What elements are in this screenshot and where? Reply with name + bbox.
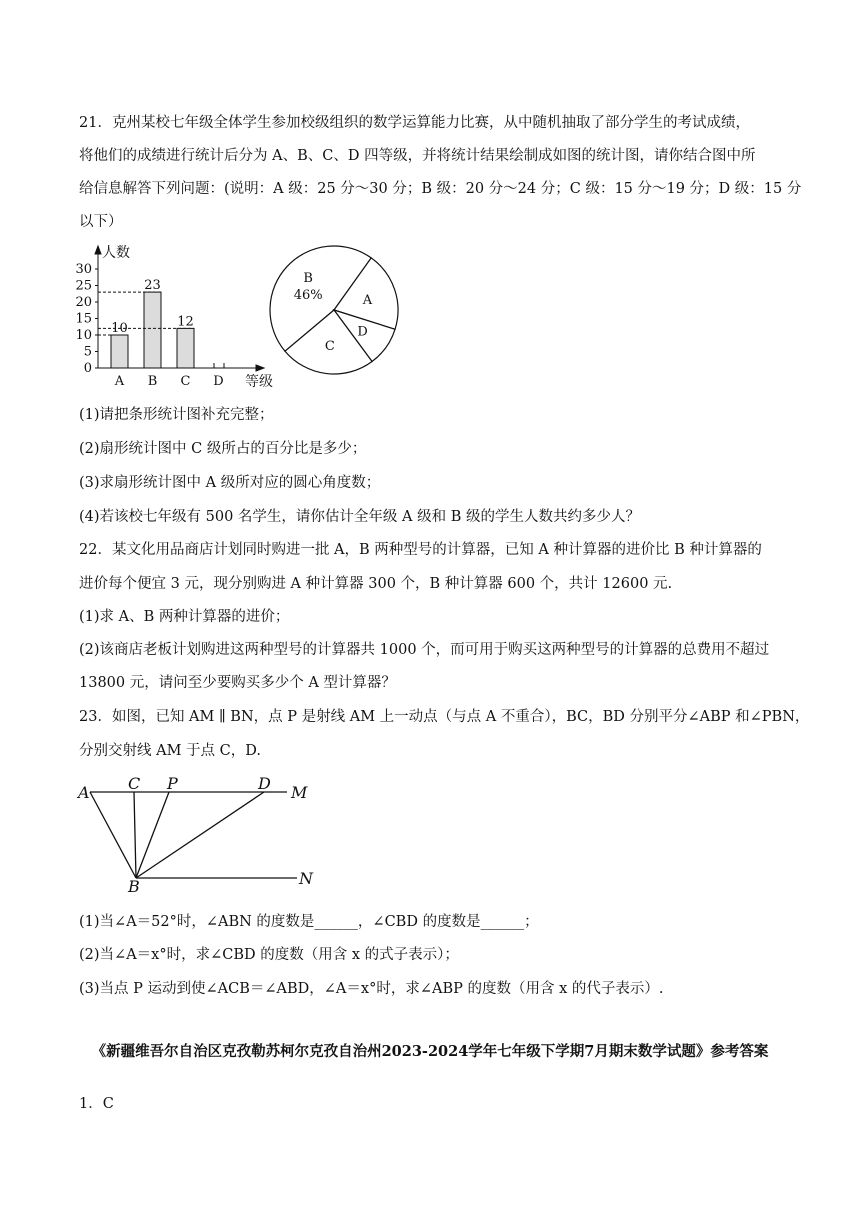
y-tick-label: 30 [75,262,92,277]
q22-part-3: 13800 元，请问至少要购买多少个 A 型计算器？ [79,675,396,691]
x-tick-label: D [213,374,224,389]
q23-part-1: (1)当∠A＝52°时，∠ABN 的度数是______，∠CBD 的度数是______； [79,914,539,930]
y-tick-label: 5 [83,344,92,360]
x-tick-label: B [147,374,158,389]
y-tick-label: 25 [75,278,92,294]
y-tick-label: 0 [83,361,92,376]
q21-line-4: 以下） [79,214,123,230]
q22-line-2: 进价每个便宜 3 元，现分别购进 A 种计算器 300 个，B 种计算器 600 个，共计 12600 元. [79,576,673,592]
q21-line-2: 将他们的成绩进行统计后分为 A、B、C、D 四等级，并将统计结果绘制成如图的统计图，请你结合图中所 [79,148,756,164]
point-m-label: M [291,783,308,802]
q23-part-3: (3)当点 P 运动到使∠ACB＝∠ABD，∠A＝x°时，求∠ABP 的度数（用含 x 的代子表示）. [79,981,664,997]
y-tick-label: 15 [75,311,92,327]
pie-slice-label: A [362,292,373,308]
point-d-label: D [258,774,271,793]
x-tick-label: C [180,374,191,389]
bar-data-label: 23 [144,278,161,294]
pie-slice-label: B [303,271,313,287]
q22-line-1: 22．某文化用品商店计划同时购进一批 A，B 两种型号的计算器，已知 A 种计算器的进价比 B 种计算器的 [79,542,762,558]
point-c-label: C [128,774,141,793]
point-n-label: N [299,869,313,888]
q23-line-1: 23．如图，已知 AM ∥ BN，点 P 是射线 AM 上一动点（与点 A 不重合），BC，BD 分别平分∠ABP 和∠PBN， [79,709,810,725]
y-tick-label: 10 [75,328,92,343]
q21-part-3: (3)求扇形统计图中 A 级所对应的圆心角度数； [79,475,381,491]
bar-chart [72,240,282,390]
y-tick-label: 20 [75,295,92,310]
pie-chart [262,240,412,380]
segment-bp [136,792,169,878]
pie-slice-value-label: 46% [293,288,323,304]
q22-part-2: (2)该商店老板计划购进这两种型号的计算器共 1000 个，而可用于购买这两种型号的计算器的总费用不超过 [79,642,770,658]
bar-a [111,335,128,368]
geometry-figure [72,770,322,895]
segment-ab [90,792,136,878]
q22-part-1: (1)求 A、B 两种计算器的进价； [79,609,290,625]
bar-b [144,292,161,368]
y-axis-arrow [95,246,101,254]
point-a-label: A [78,783,90,802]
q21-part-4: (4)若该校七年级有 500 名学生，请你估计全年级 A 级和 B 级的学生人数共约多少人？ [79,509,640,525]
point-p-label: P [167,774,178,793]
pie-slice-label: D [357,324,368,340]
q23-part-2: (2)当∠A＝x°时，求∠CBD 的度数（用含 x 的式子表示）； [79,947,459,963]
x-tick-label: A [114,374,125,389]
bar-c [177,328,194,368]
q21-part-1: (1)请把条形统计图补充完整； [79,407,274,423]
point-b-label: B [128,877,140,895]
answer-title: 《新疆维吾尔自治区克孜勒苏柯尔克孜自治州2023-2024学年七年级下学期7月期末数学试题》参考答案 [91,1043,769,1060]
segment-bd [136,792,264,878]
q21-line-3: 给信息解答下列问题：(说明：A 级：25 分～30 分；B 级：20 分～24 分；C 级：15 分～19 分；D 级：15 分 [79,181,802,197]
pie-slice-label: C [324,338,335,354]
y-axis-label: 人数 [102,245,130,261]
x-axis-label: 等级 [245,374,273,390]
bar-data-label: 10 [111,321,128,336]
q21-part-2: (2)扇形统计图中 C 级所占的百分比是多少； [79,441,367,457]
q21-line-1: 21．克州某校七年级全体学生参加校级组织的数学运算能力比赛，从中随机抽取了部分学生的考试成绩， [79,115,750,131]
bar-data-label: 12 [177,314,194,330]
q23-line-2: 分别交射线 AM 于点 C，D. [79,743,261,759]
segment-bc [134,792,136,878]
answer-1: 1．C [79,1096,114,1112]
